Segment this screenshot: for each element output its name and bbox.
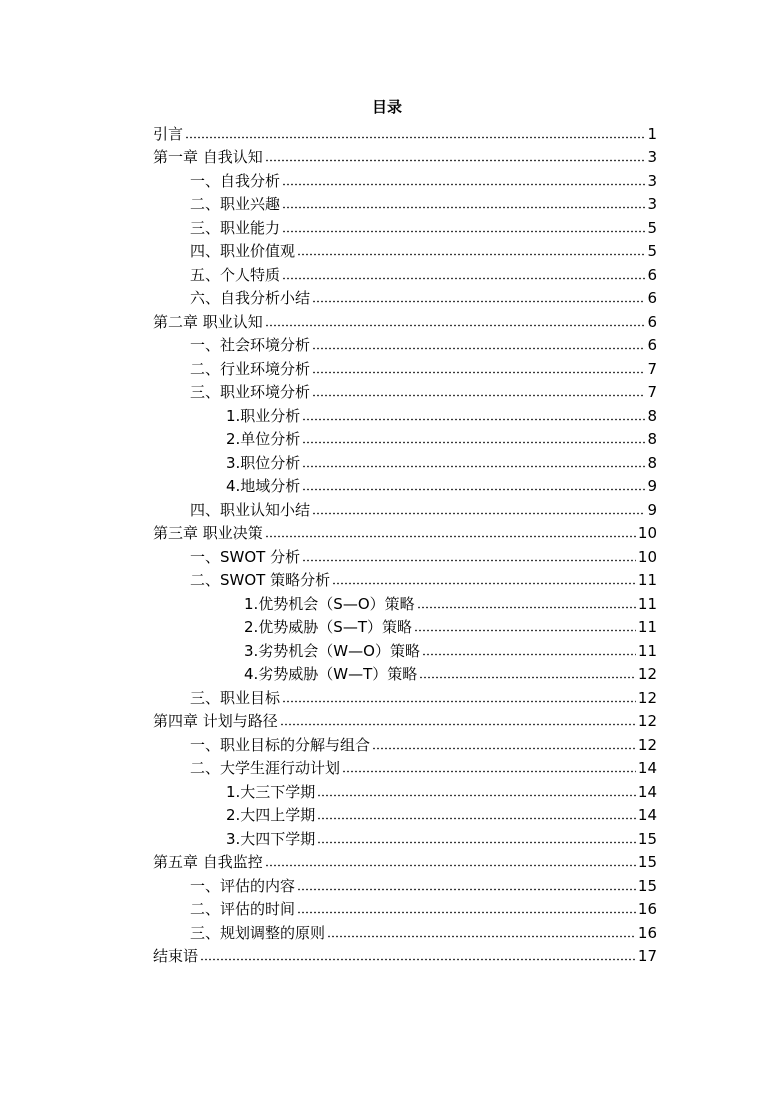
toc-dot-leader [312,371,645,374]
toc-entry-label: 一、自我分析 [190,171,281,190]
toc-entry[interactable] [190,567,657,591]
toc-dot-leader [302,418,645,421]
toc-page-number: 10 [637,547,657,566]
toc-page-number: 7 [647,383,657,401]
toc-entry-label: 2.优势威胁（S—T）策略 [244,618,412,636]
toc-entry[interactable] [190,167,657,191]
toc-entry[interactable] [190,285,657,309]
toc-dot-leader [282,230,645,233]
toc-entry[interactable] [153,144,657,168]
toc-entry[interactable] [226,473,657,497]
toc-dot-leader [317,817,636,820]
toc-page-number: 9 [647,477,657,495]
toc-page-number: 10 [637,524,657,542]
toc-entry[interactable] [153,849,657,873]
toc-dot-leader [317,841,636,844]
toc-dot-leader [282,700,636,703]
toc-entry[interactable] [190,896,657,920]
toc-dot-leader [312,394,645,397]
toc-dot-leader [282,206,645,209]
toc-entry-label: 1.职业分析 [226,406,301,425]
toc-entry-label: 二、职业兴趣 [190,195,281,213]
toc-dot-leader [312,300,645,303]
toc-page-number: 11 [637,618,657,636]
toc-page-number: 6 [647,265,657,284]
toc-dot-leader [297,911,636,914]
toc-dot-leader [282,183,645,186]
toc-entry[interactable] [190,379,657,403]
toc-page-number: 16 [637,923,657,942]
toc-page-number: 9 [647,500,657,519]
toc-entry[interactable] [226,825,657,849]
toc-entry[interactable] [190,332,657,356]
toc-page-number: 5 [647,218,657,237]
toc-entry[interactable] [226,449,657,473]
toc-entry-label: 二、行业环境分析 [190,359,311,378]
toc-page-number: 3 [647,195,657,213]
toc-dot-leader [200,958,636,961]
toc-dot-leader [265,535,636,538]
toc-entry-label: 三、职业能力 [190,218,281,237]
toc-entry[interactable] [226,802,657,826]
toc-entry-label: 第五章 自我监控 [153,853,263,871]
toc-entry-label: 三、职业环境分析 [190,383,311,401]
toc-page-number: 6 [647,336,657,354]
toc-entry-label: 第三章 职业决策 [153,524,263,542]
toc-page-number: 17 [637,947,657,965]
toc-entry-label: 三、规划调整的原则 [190,923,326,942]
toc-dot-leader [419,676,636,679]
toc-dot-leader [317,794,636,797]
toc-page-number: 6 [647,312,657,331]
toc-entry[interactable] [153,520,657,544]
toc-entry-label: 第二章 职业认知 [153,312,263,331]
toc-page-number: 14 [637,759,657,777]
toc-entry-label: 二、SWOT 策略分析 [190,571,331,589]
toc-entry[interactable] [190,872,657,896]
toc-dot-leader [312,347,645,350]
toc-page-number: 14 [637,806,657,824]
toc-entry[interactable] [190,919,657,943]
toc-entry-label: 4.劣势威胁（W—T）策略 [244,665,418,683]
toc-entry[interactable] [190,496,657,520]
toc-dot-leader [297,253,645,256]
toc-entry[interactable] [190,238,657,262]
toc-dot-leader [185,136,645,139]
toc-dot-leader [302,465,645,468]
toc-page-number: 7 [647,359,657,378]
toc-entry-label: 3.劣势机会（W—O）策略 [244,641,420,660]
toc-dot-leader [332,582,636,585]
toc-entry-label: 一、SWOT 分析 [190,547,301,566]
toc-page-number: 12 [637,665,657,683]
toc-entry-label: 五、个人特质 [190,265,281,284]
toc-entry[interactable] [226,426,657,450]
toc-entry[interactable] [244,590,657,614]
toc-entry[interactable] [153,708,657,732]
toc-dot-leader [342,770,636,773]
toc-entry[interactable] [226,778,657,802]
toc-entry[interactable] [190,261,657,285]
toc-entry[interactable] [153,308,657,332]
toc-entry[interactable] [226,402,657,426]
toc-dot-leader [327,935,636,938]
toc-dot-leader [417,606,636,609]
toc-page-number: 11 [637,641,657,660]
toc-page-number: 12 [637,735,657,754]
toc-page-number: 12 [637,712,657,730]
toc-page-number: 6 [647,289,657,307]
toc-entry[interactable] [190,755,657,779]
toc-entry[interactable] [190,731,657,755]
toc-entry-label: 一、评估的内容 [190,876,296,895]
toc-entry[interactable] [244,661,657,685]
toc-entry-label: 3.职位分析 [226,453,301,472]
toc-dot-leader [302,441,645,444]
toc-entry-label: 四、职业认知小结 [190,500,311,519]
toc-page-number: 16 [637,900,657,918]
toc-page-number: 1 [647,124,657,143]
toc-dot-leader [265,864,636,867]
toc-entry[interactable] [153,120,657,144]
toc-dot-leader [422,653,636,656]
toc-entry-label: 1.大三下学期 [226,782,316,801]
toc-page-number: 15 [637,853,657,871]
toc-entry[interactable] [153,943,657,967]
toc-entry-label: 引言 [153,124,184,143]
toc-entry-label: 六、自我分析小结 [190,289,311,307]
toc-dot-leader [265,324,646,327]
toc-page-number: 11 [637,594,657,613]
toc-page-number: 5 [647,242,657,260]
toc-entry-label: 二、评估的时间 [190,900,296,918]
toc-entry-label: 2.大四上学期 [226,806,316,824]
toc-dot-leader [265,159,646,162]
toc-entry-label: 3.大四下学期 [226,829,316,848]
toc-entry[interactable] [190,191,657,215]
toc-entry[interactable] [190,355,657,379]
toc-entry[interactable] [190,214,657,238]
toc-dot-leader [414,629,636,632]
toc-entry[interactable] [190,543,657,567]
toc-entry-label: 结束语 [153,947,199,965]
toc-page-number: 3 [647,148,657,166]
toc-dot-leader [312,512,645,515]
toc-dot-leader [372,747,636,750]
toc-entry-label: 二、大学生涯行动计划 [190,759,341,777]
toc-dot-leader [297,888,636,891]
toc-page-number: 8 [647,430,657,448]
toc-page-number: 15 [637,829,657,848]
toc-entry[interactable] [244,637,657,661]
toc-entry[interactable] [244,614,657,638]
toc-entry-label: 一、职业目标的分解与组合 [190,735,371,754]
toc-page-number: 11 [637,571,657,589]
toc-entry-label: 1.优势机会（S—O）策略 [244,594,415,613]
toc-entry-label: 四、职业价值观 [190,242,296,260]
toc-entry-label: 三、职业目标 [190,688,281,707]
toc-entry-label: 2.单位分析 [226,430,301,448]
toc-page-number: 8 [647,453,657,472]
toc-entry[interactable] [190,684,657,708]
toc-entry-label: 第四章 计划与路径 [153,712,278,730]
toc-title: 目录 [371,98,402,116]
toc-dot-leader [302,488,645,491]
toc-page-number: 3 [647,171,657,190]
toc-dot-leader [302,559,636,562]
toc-page-number: 12 [637,688,657,707]
toc-page-number: 14 [637,782,657,801]
toc-dot-leader [282,277,645,280]
toc-entry-label: 4.地域分析 [226,477,301,495]
toc-page-number: 8 [647,406,657,425]
toc-entry-label: 第一章 自我认知 [153,148,263,166]
toc-page-number: 15 [637,876,657,895]
toc-dot-leader [280,723,636,726]
toc-entry-label: 一、社会环境分析 [190,336,311,354]
